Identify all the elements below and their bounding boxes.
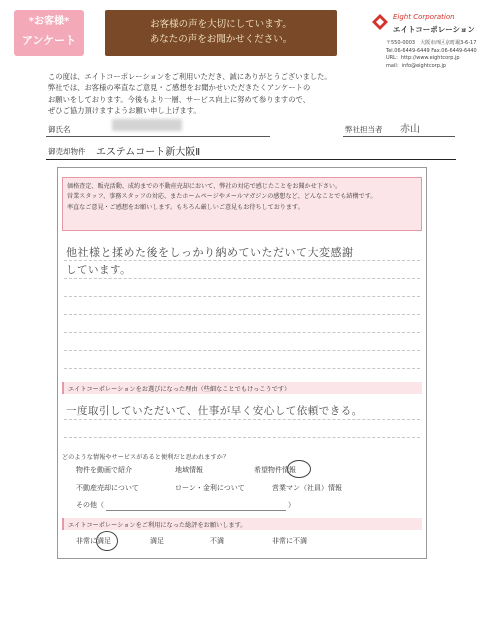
banner-line-2: あなたの声をお聞かせください。 [149,34,293,45]
option-loan[interactable]: ローン・金利について [175,484,245,492]
company-logo-icon [372,14,388,30]
survey-badge [14,10,84,56]
address-line: 〒550-0003 大阪市西区京町堀3-6-17 [386,40,477,46]
property-value: エステムコート新大阪Ⅱ [96,147,201,158]
intro-line: 弊社では、お客様の率直なご意見・ご感想をお聞かせいただきたくアンケートの [48,83,311,93]
option-other[interactable]: その他（ [76,501,104,509]
question-3-label: どのような情報やサービスがあると便利だと思われますか？ [62,454,230,461]
property-label: 御売却物件 [48,147,86,156]
staff-value: 赤山 [400,124,420,135]
rating-satisfied[interactable]: 満足 [150,537,164,545]
option-staff-info[interactable]: 営業マン（社員）情報 [272,484,342,492]
badge-line-1: *お客様* [28,16,70,27]
selected-circle-mark [96,531,118,551]
address-line: mail：info@eightcorp.jp [386,62,447,69]
rating-very-satisfied[interactable]: 非常に満足 [76,537,111,545]
redacted-name [112,119,182,131]
option-other-close: ） [288,501,295,509]
question-2-label: エイトコーポレーションをお選びになった理由（些細なことでもけっこうです） [68,386,291,393]
option-video[interactable]: 物件を動画で紹介 [76,466,132,474]
question-1-line: 価格査定、販売活動、成約までの不動産売却において、弊社の対応で感じたことをお聞かせ下さい。 [67,183,342,190]
company-address [386,40,477,70]
question-1-line: 営業スタッフ、事務スタッフの対応、またホームページやメールマガジンの感想など、どんなことでも結構です。 [67,193,377,201]
intro-text [48,71,468,117]
badge-line-2: アンケート [21,34,77,47]
intro-line: お願いをしております。今後もより一層、サービス向上に努めて参りますので、 [48,94,310,104]
answer-2: 一度取引していただいて、仕事が早く安心して依頼できる。 [66,405,363,417]
address-line: URL：http://www.eightcorp.jp [386,55,460,61]
question-4-header [62,518,422,530]
header-banner [105,10,337,56]
question-2-header [62,382,422,394]
customer-name-label: 御氏名 [48,125,71,134]
option-selling[interactable]: 不動産売却について [76,484,139,492]
banner-line-1: お客様の声を大切にしています。 [150,19,292,30]
answer-1-line: 他社様と揉めた後をしっかり納めていただいて大変感謝 [66,246,354,259]
intro-line: ぜひご協力頂けますようお願い申し上げます。 [48,106,201,116]
answer-1-line: しています。 [66,264,132,276]
option-wanted-property[interactable]: 希望物件情報 [254,466,296,474]
selected-circle-mark [287,460,311,478]
question-1-box [62,177,422,231]
option-area-info[interactable]: 地域情報 [175,466,203,474]
intro-line: この度は、エイトコーポレーションをご利用いただき、誠にありがとうございました。 [48,72,332,81]
rating-dissatisfied[interactable]: 不満 [210,537,224,545]
rating-very-dissatisfied[interactable]: 非常に不満 [272,537,307,545]
question-1-line: 率直なご意見・ご感想をお願いします。もちろん厳しいご意見もお待ちしております。 [67,203,304,211]
company-name-en: Eight Corporation [393,13,455,21]
staff-label: 弊社担当者 [345,125,383,134]
question-4-label: エイトコーポレーションをご利用になった総評をお願いします。 [68,522,247,529]
address-line: Tel.06-6449-6449 Fax.06-6449-6440 [386,47,477,54]
company-name-ja: エイトコーポレーション [393,25,475,34]
